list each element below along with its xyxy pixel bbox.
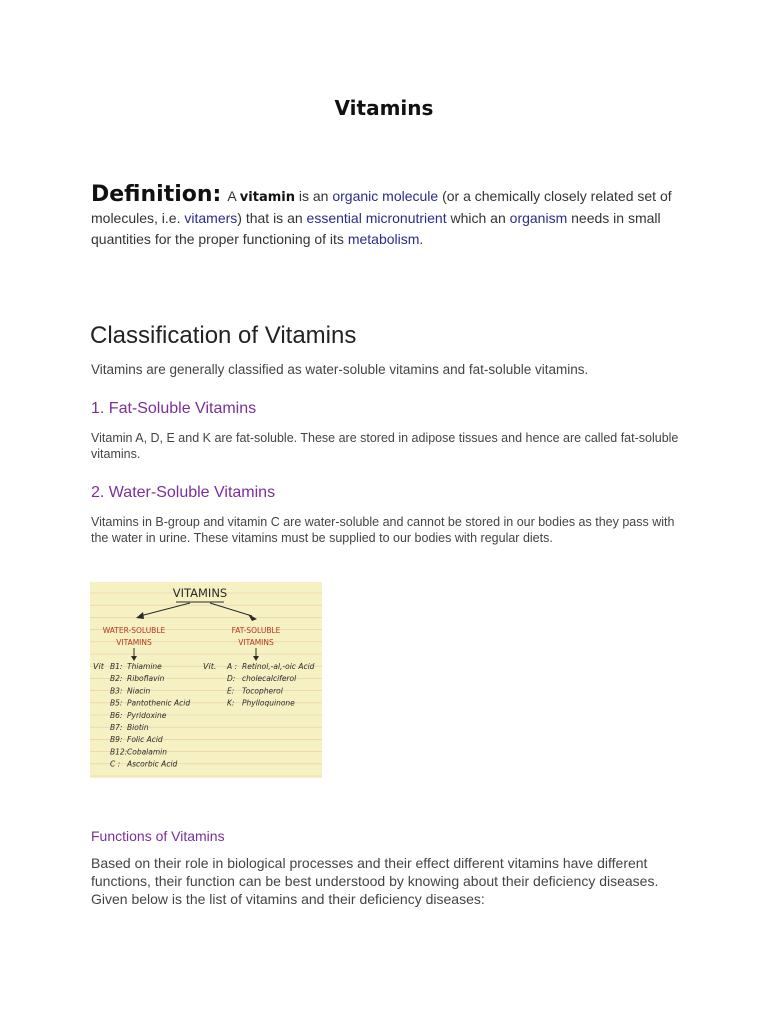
functions-text: Based on their role in biological processes and their effect different vitamins have different functions, their function can be best understood by knowing about their deficiency diseases. Given below is the list of vitamins and their deficiency diseases: [91, 855, 659, 907]
water-soluble-vitamin-name: Folic Acid [127, 735, 163, 745]
definition-text: is an [294, 188, 333, 204]
fat-soluble-vitamin-code: E: [227, 686, 235, 696]
essential-micronutrient-link[interactable]: essential micronutrient [306, 210, 447, 226]
left-title-line1: WATER-SOLUBLE [102, 626, 166, 635]
page-title: Vitamins [334, 96, 434, 120]
fat-soluble-vitamin-code: D: [227, 674, 236, 684]
left-title-line2: VITAMINS [116, 638, 152, 647]
vitamin-term: vitamin [239, 190, 295, 205]
water-soluble-vitamin-name: Biotin [127, 723, 149, 732]
water-soluble-vitamin-name: Cobalamin [127, 747, 168, 757]
diagram-root-label: VITAMINS [172, 586, 228, 600]
water-soluble-vitamin-name: Thiamine [127, 662, 162, 671]
vitamers-link[interactable]: vitamers [184, 210, 238, 226]
fat-soluble-vitamin-code: A : [227, 662, 238, 671]
water-soluble-vitamin-code: B5: [110, 698, 123, 708]
right-down-arrowhead [253, 656, 259, 661]
definition-text: A [227, 188, 240, 204]
left-branch-arrowhead [136, 612, 144, 619]
water-soluble-heading: 2. Water-Soluble Vitamins [91, 484, 276, 501]
metabolism-link[interactable]: metabolism [347, 231, 420, 247]
definition-text: (or a chemically closely related set of molecules, i.e. [91, 188, 672, 226]
water-soluble-vitamin-code: B6: [110, 710, 123, 720]
water-soluble-vitamin-code: B1: [110, 662, 123, 671]
definition-paragraph [91, 184, 691, 250]
definition-text: . [419, 231, 424, 247]
classification-text: Vitamins are generally classified as water-soluble vitamins and fat-soluble vitamins. [91, 362, 589, 377]
left-down-arrowhead [131, 656, 137, 661]
right-title-line1: FAT-SOLUBLE [231, 626, 281, 635]
water-soluble-vitamin-code: B2: [110, 674, 123, 684]
functions-heading: Functions of Vitamins [91, 828, 225, 844]
fat-soluble-vitamin-name: Phylloquinone [242, 698, 295, 708]
water-soluble-text: Vitamins in B-group and vitamin C are water-soluble and cannot be stored in our bodies as they pass with the water in urine. These vitamins must be supplied to our bodies with regular diets. [91, 515, 675, 545]
definition-text: needs in small quantities for the proper functioning of its [91, 210, 661, 247]
fat-soluble-heading: 1. Fat-Soluble Vitamins [91, 400, 257, 417]
water-soluble-vitamin-name: Niacin [127, 686, 151, 696]
left-vit-prefix: Vit [93, 662, 104, 671]
organic-molecule-link[interactable]: organic molecule [332, 188, 439, 204]
water-soluble-vitamin-name: Riboflavin [127, 674, 165, 684]
fat-soluble-list [226, 662, 315, 708]
definition-text: which an [446, 210, 510, 226]
water-soluble-vitamin-name: Pantothenic Acid [127, 698, 191, 708]
definition-label: Definition: [91, 182, 222, 207]
water-soluble-vitamin-name: Pyridoxine [127, 710, 167, 720]
fat-soluble-text: Vitamin A, D, E and K are fat-soluble. These are stored in adipose tissues and hence are called fat-soluble vitamins. [91, 431, 679, 461]
water-soluble-vitamin-code: C : [110, 759, 121, 769]
definition-text: ) that is an [237, 210, 307, 226]
right-vit-prefix: Vit. [203, 662, 217, 671]
fat-soluble-vitamin-name: Tocopherol [242, 686, 283, 696]
classification-heading: Classification of Vitamins [90, 322, 357, 349]
fat-soluble-vitamin-name: Retinol,-al,-oic Acid [242, 662, 315, 671]
water-soluble-vitamin-name: Ascorbic Acid [127, 759, 178, 769]
vitamins-classification-diagram [90, 582, 322, 778]
organism-link[interactable]: organism [509, 210, 568, 226]
water-soluble-vitamin-code: B12: [110, 747, 128, 757]
fat-soluble-vitamin-name: cholecalciferol [242, 674, 297, 684]
water-soluble-vitamin-code: B7: [110, 723, 123, 732]
diagram-svg [90, 582, 322, 778]
fat-soluble-vitamin-code: K: [227, 698, 235, 708]
right-title-line2: VITAMINS [238, 638, 274, 647]
water-soluble-vitamin-code: B9: [110, 735, 123, 745]
water-soluble-vitamin-code: B3: [110, 686, 123, 696]
